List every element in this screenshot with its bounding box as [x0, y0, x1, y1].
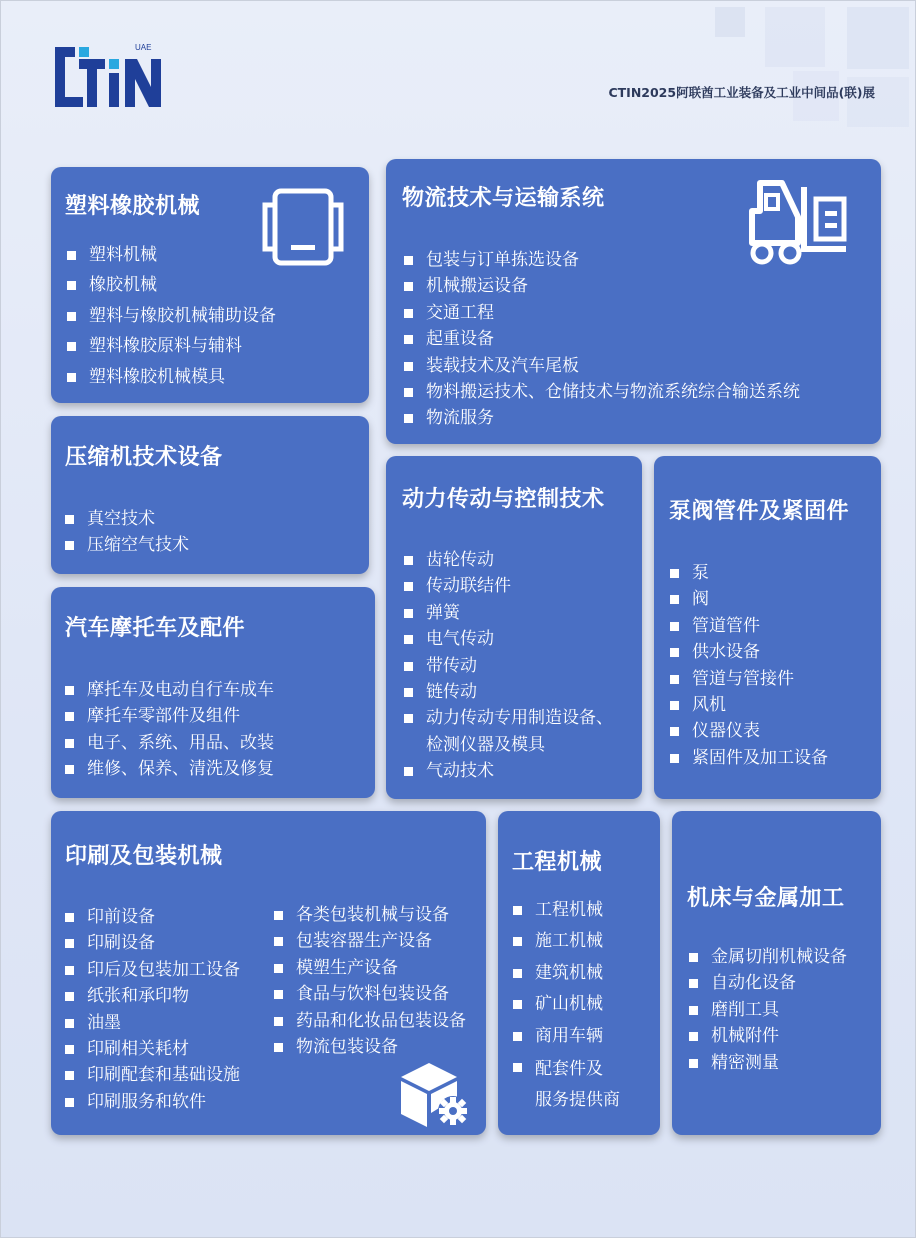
- list-item: [513, 1054, 620, 1116]
- list-item-line: 检测仪器及模具: [426, 734, 545, 755]
- card-title: 泵阀管件及紧固件: [669, 499, 850, 524]
- card-title: 动力传动与控制技术: [402, 487, 605, 512]
- list-item: 精密测量: [689, 1050, 847, 1076]
- card-list: [404, 547, 613, 785]
- decor-square: [715, 7, 745, 37]
- list-item: 印刷配套和基础设施: [65, 1062, 240, 1088]
- card-list: [513, 897, 620, 1116]
- list-item: 电子、系统、用品、改装: [65, 730, 274, 756]
- card-title: 印刷及包装机械: [65, 844, 223, 869]
- list-item: 弹簧: [404, 600, 613, 626]
- card-title: 工程机械: [512, 850, 603, 875]
- card-list: [404, 247, 800, 432]
- card-plastic-rubber: [51, 167, 369, 403]
- card-list: [670, 560, 828, 771]
- list-item: 真空技术: [65, 506, 189, 532]
- list-item: 摩托车及电动自行车成车: [65, 677, 274, 703]
- list-item: 齿轮传动: [404, 547, 613, 573]
- list-item: 仪器仪表: [670, 718, 828, 744]
- list-item: 机械附件: [689, 1023, 847, 1049]
- list-item: 起重设备: [404, 326, 800, 352]
- list-item: 印刷设备: [65, 930, 240, 956]
- list-item: 模塑生产设备: [274, 955, 466, 981]
- list-item: 机械搬运设备: [404, 273, 800, 299]
- list-item: 各类包装机械与设备: [274, 902, 466, 928]
- list-item: 管道与管接件: [670, 666, 828, 692]
- list-item: 建筑机械: [513, 960, 620, 986]
- card-engineering: [498, 811, 660, 1135]
- list-item: 塑料橡胶原料与辅料: [67, 333, 276, 359]
- list-item: 摩托车零部件及组件: [65, 703, 274, 729]
- card-title: 汽车摩托车及配件: [65, 616, 246, 641]
- card-title: 塑料橡胶机械: [65, 194, 201, 219]
- list-item: 金属切削机械设备: [689, 944, 847, 970]
- card-printing-packaging: [51, 811, 486, 1135]
- list-item: 印后及包装加工设备: [65, 957, 240, 983]
- card-title: 压缩机技术设备: [65, 445, 223, 470]
- list-item: 矿山机械: [513, 991, 620, 1017]
- list-item: 传动联结件: [404, 573, 613, 599]
- list-item: 塑料机械: [67, 242, 276, 268]
- list-item: 风机: [670, 692, 828, 718]
- list-item-line: 动力传动专用制造设备、: [426, 708, 613, 729]
- list-item: 工程机械: [513, 897, 620, 923]
- list-item: [404, 705, 613, 758]
- list-item: 药品和化妆品包装设备: [274, 1008, 466, 1034]
- list-item: 泵: [670, 560, 828, 586]
- card-list: [67, 242, 276, 390]
- list-item: 阀: [670, 586, 828, 612]
- list-item: 交通工程: [404, 300, 800, 326]
- list-item: 塑料与橡胶机械辅助设备: [67, 303, 276, 329]
- card-list-right: [274, 902, 466, 1060]
- card-machine-tool: [672, 811, 881, 1135]
- list-item: 物料搬运技术、仓储技术与物流系统综合输送系统: [404, 379, 800, 405]
- card-power-transmission: [386, 456, 642, 799]
- list-item-line: 服务提供商: [535, 1090, 620, 1111]
- card-pump-valve: [654, 456, 881, 799]
- list-item: 油墨: [65, 1010, 240, 1036]
- list-item: 供水设备: [670, 639, 828, 665]
- decor-square: [765, 7, 825, 67]
- list-item: 物流服务: [404, 405, 800, 431]
- card-title: 物流技术与运输系统: [402, 186, 605, 211]
- list-item: 塑料橡胶机械模具: [67, 364, 276, 390]
- list-item: 包装容器生产设备: [274, 928, 466, 954]
- list-item: 紧固件及加工设备: [670, 745, 828, 771]
- list-item: 印前设备: [65, 904, 240, 930]
- card-logistics: [386, 159, 881, 444]
- list-item: 装载技术及汽车尾板: [404, 353, 800, 379]
- list-item: 自动化设备: [689, 970, 847, 996]
- list-item: 橡胶机械: [67, 272, 276, 298]
- list-item: 施工机械: [513, 928, 620, 954]
- list-item: 压缩空气技术: [65, 532, 189, 558]
- ctin-logo: [53, 45, 165, 111]
- card-list-left: [65, 904, 240, 1115]
- card-compressor: [51, 416, 369, 574]
- list-item-line: 配套件及: [535, 1059, 603, 1080]
- list-item: 电气传动: [404, 626, 613, 652]
- card-list: [65, 677, 274, 783]
- list-item: 商用车辆: [513, 1023, 620, 1049]
- list-item: 印刷服务和软件: [65, 1089, 240, 1115]
- card-auto-moto: [51, 587, 375, 798]
- header-title: CTIN2025阿联酋工业装备及工业中间品(联)展: [608, 85, 875, 100]
- list-item: 链传动: [404, 679, 613, 705]
- list-item: 气动技术: [404, 758, 613, 784]
- list-item: 磨削工具: [689, 997, 847, 1023]
- card-title: 机床与金属加工: [687, 886, 845, 911]
- list-item: 物流包装设备: [274, 1034, 466, 1060]
- box-gear-icon: [395, 1057, 475, 1131]
- list-item: 维修、保养、清洗及修复: [65, 756, 274, 782]
- list-item: 包装与订单拣选设备: [404, 247, 800, 273]
- card-list: [65, 506, 189, 559]
- list-item: 纸张和承印物: [65, 983, 240, 1009]
- list-item: 带传动: [404, 653, 613, 679]
- logo-uae-text: UAE: [135, 43, 152, 52]
- list-item: 印刷相关耗材: [65, 1036, 240, 1062]
- decor-square: [847, 7, 909, 69]
- list-item: 食品与饮料包装设备: [274, 981, 466, 1007]
- list-item: 管道管件: [670, 613, 828, 639]
- card-list: [689, 944, 847, 1076]
